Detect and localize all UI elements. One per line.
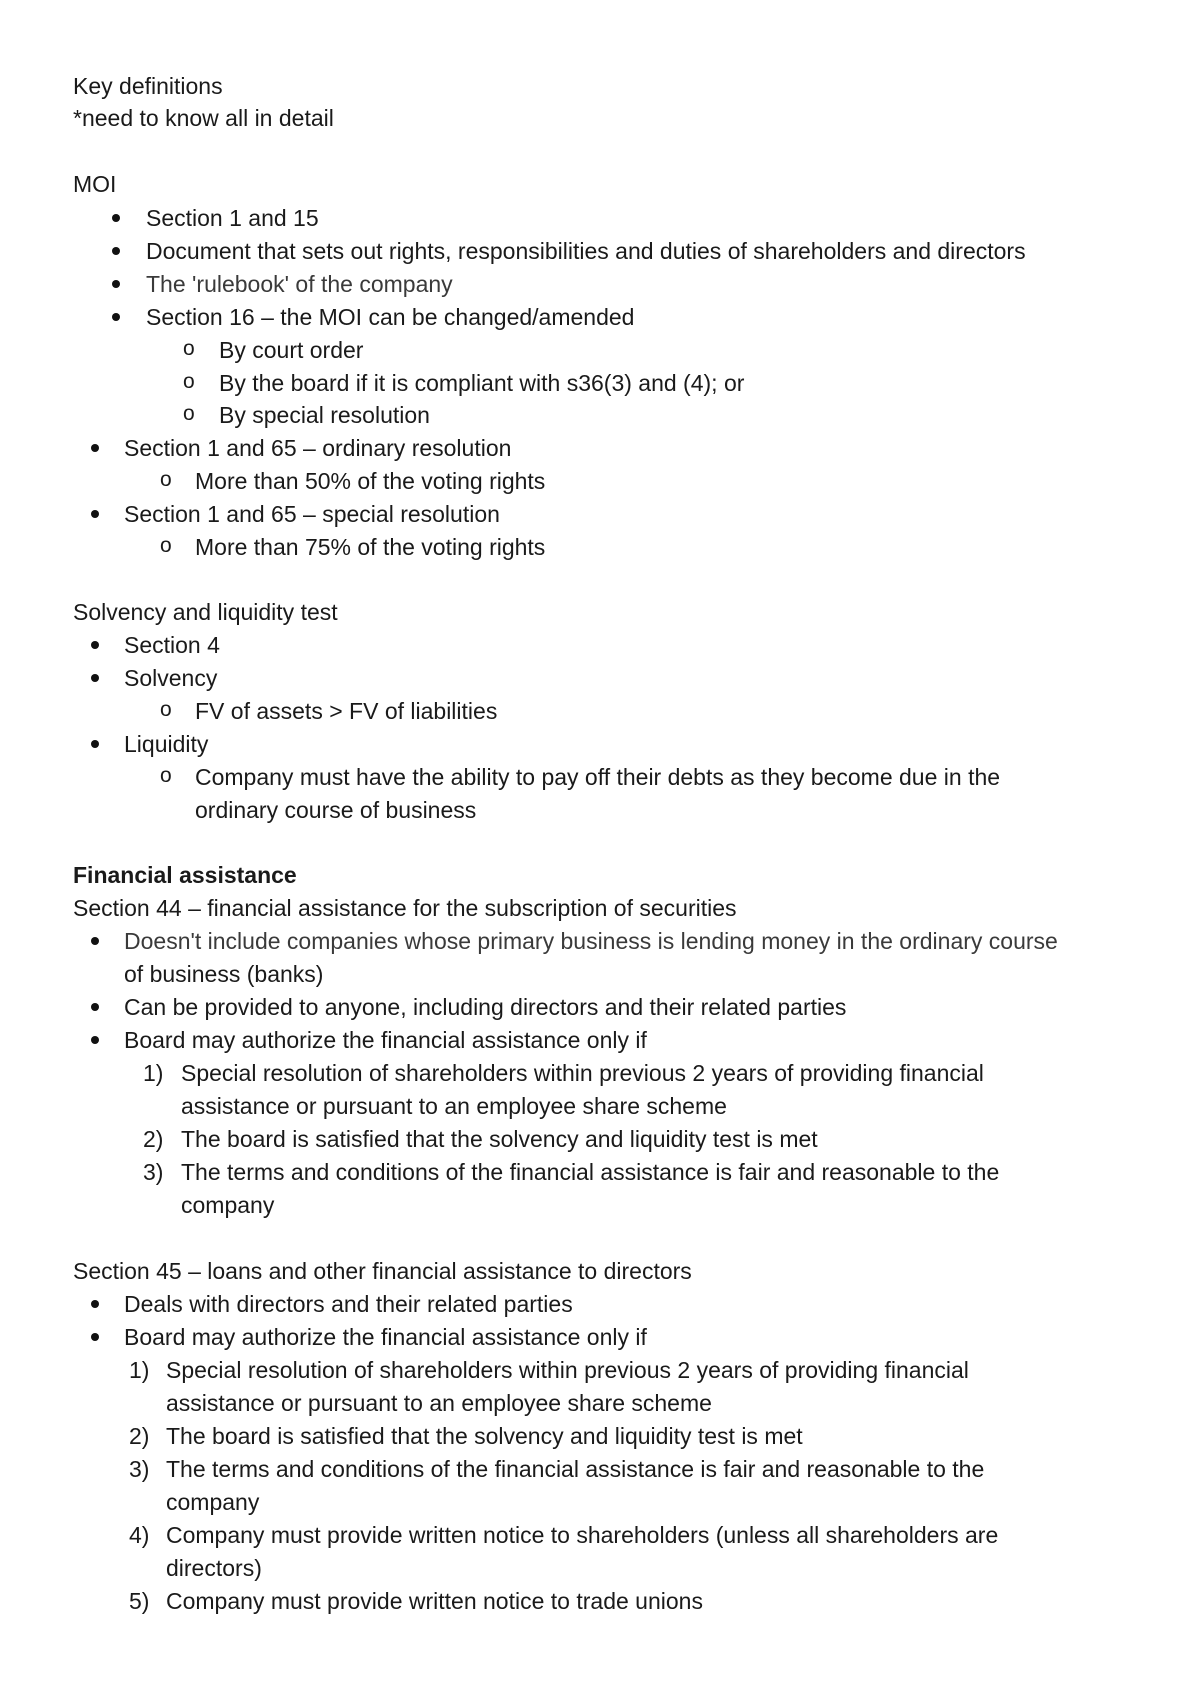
sub-list-item: By special resolution — [219, 402, 430, 428]
numbered-item: Special resolution of shareholders within previous 2 years of providing financial — [166, 1357, 969, 1383]
subsection-title-s45: Section 45 – loans and other financial assistance to directors — [73, 1258, 692, 1284]
list-number: 1) — [143, 1060, 164, 1086]
bullet-icon — [91, 641, 99, 649]
list-item: Board may authorize the financial assistance only if — [124, 1027, 647, 1053]
list-number: 2) — [129, 1423, 150, 1449]
sub-list-item: More than 75% of the voting rights — [195, 534, 546, 560]
list-item-continued: of business (banks) — [124, 961, 324, 987]
list-item: Section 1 and 15 — [146, 205, 319, 231]
bullet-icon — [91, 740, 99, 748]
page-title: Key definitions — [73, 73, 223, 99]
numbered-item-continued: directors) — [166, 1555, 262, 1581]
numbered-item-continued: company — [181, 1192, 275, 1218]
page-note: *need to know all in detail — [73, 105, 334, 131]
list-item: Section 1 and 65 – ordinary resolution — [124, 435, 512, 461]
numbered-item: Company must provide written notice to shareholders (unless all shareholders are — [166, 1522, 999, 1548]
circle-bullet-icon: o — [160, 534, 172, 557]
list-item: Solvency — [124, 665, 218, 691]
list-number: 3) — [143, 1159, 164, 1185]
circle-bullet-icon: o — [183, 402, 195, 425]
numbered-item-continued: assistance or pursuant to an employee share scheme — [181, 1093, 727, 1119]
list-item: Can be provided to anyone, including directors and their related parties — [124, 994, 847, 1020]
list-item: Section 4 — [124, 632, 220, 658]
numbered-item: Special resolution of shareholders within previous 2 years of providing financial — [181, 1060, 984, 1086]
sub-list-item: By court order — [219, 337, 364, 363]
list-number: 1) — [129, 1357, 150, 1383]
numbered-item-continued: assistance or pursuant to an employee share scheme — [166, 1390, 712, 1416]
bullet-icon — [91, 1003, 99, 1011]
sub-list-item-continued: ordinary course of business — [195, 797, 477, 823]
bullet-icon — [91, 444, 99, 452]
circle-bullet-icon: o — [160, 468, 172, 491]
bullet-icon — [112, 313, 120, 321]
sub-list-item: By the board if it is compliant with s36(3) and (4); or — [219, 370, 745, 396]
list-item: Section 1 and 65 – special resolution — [124, 501, 500, 527]
bullet-icon — [91, 937, 99, 945]
section-title-moi: MOI — [73, 171, 117, 197]
numbered-item: Company must provide written notice to trade unions — [166, 1588, 703, 1614]
circle-bullet-icon: o — [183, 370, 195, 393]
circle-bullet-icon: o — [160, 698, 172, 721]
list-item: Liquidity — [124, 731, 209, 757]
bullet-icon — [91, 1036, 99, 1044]
bullet-icon — [91, 674, 99, 682]
list-number: 3) — [129, 1456, 150, 1482]
numbered-item: The board is satisfied that the solvency and liquidity test is met — [181, 1126, 818, 1152]
list-number: 5) — [129, 1588, 150, 1614]
bullet-icon — [112, 280, 120, 288]
sub-list-item: More than 50% of the voting rights — [195, 468, 546, 494]
subsection-title-s44: Section 44 – financial assistance for the subscription of securities — [73, 895, 737, 921]
circle-bullet-icon: o — [160, 764, 172, 787]
section-title-financial-assistance: Financial assistance — [73, 862, 297, 888]
list-item: Document that sets out rights, responsibilities and duties of shareholders and directors — [146, 238, 1026, 264]
list-item: Doesn't include companies whose primary business is lending money in the ordinary course — [124, 928, 1058, 954]
bullet-icon — [112, 247, 120, 255]
list-item: Deals with directors and their related parties — [124, 1291, 573, 1317]
numbered-item-continued: company — [166, 1489, 260, 1515]
list-number: 4) — [129, 1522, 150, 1548]
list-item: The 'rulebook' of the company — [146, 271, 453, 297]
list-item: Board may authorize the financial assistance only if — [124, 1324, 647, 1350]
bullet-icon — [91, 1333, 99, 1341]
section-title-solvency: Solvency and liquidity test — [73, 599, 338, 625]
numbered-item: The board is satisfied that the solvency and liquidity test is met — [166, 1423, 803, 1449]
bullet-icon — [91, 1300, 99, 1308]
list-item: Section 16 – the MOI can be changed/amended — [146, 304, 635, 330]
circle-bullet-icon: o — [183, 337, 195, 360]
bullet-icon — [112, 214, 120, 222]
numbered-item: The terms and conditions of the financial assistance is fair and reasonable to the — [181, 1159, 1000, 1185]
bullet-icon — [91, 510, 99, 518]
sub-list-item: FV of assets > FV of liabilities — [195, 698, 498, 724]
list-number: 2) — [143, 1126, 164, 1152]
numbered-item: The terms and conditions of the financial assistance is fair and reasonable to the — [166, 1456, 985, 1482]
sub-list-item: Company must have the ability to pay off their debts as they become due in the — [195, 764, 1001, 790]
